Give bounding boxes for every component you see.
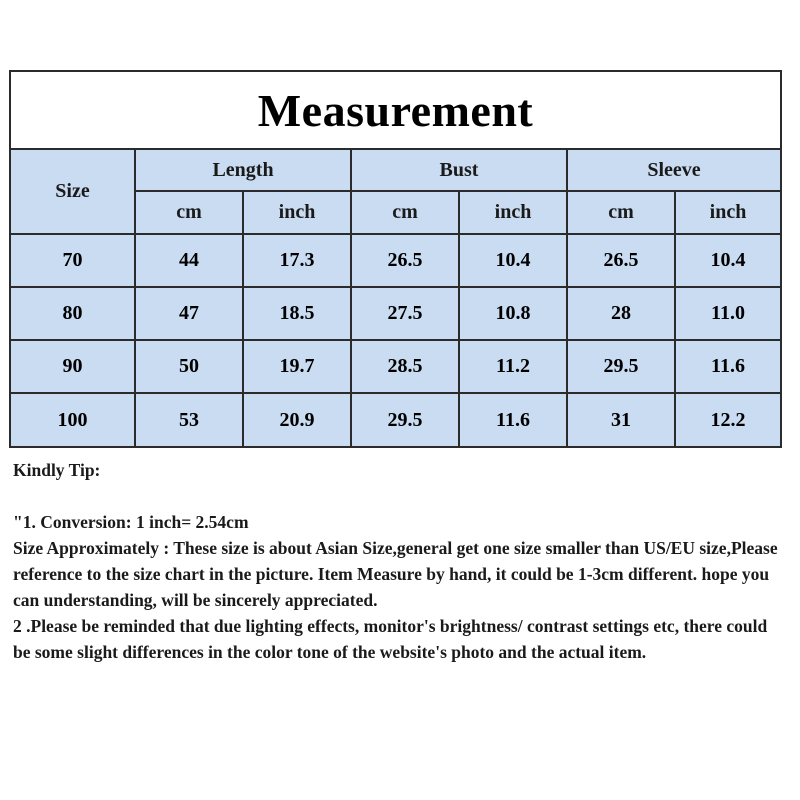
value-cell: 10.4	[675, 234, 780, 287]
size-cell: 80	[11, 287, 135, 340]
tip-color-difference: 2 .Please be reminded that due lighting effects, monitor's brightness/ contrast settings etc, there could be some slight differences in the color tone of the website's photo and the actual item.	[13, 616, 768, 662]
header-row-groups	[11, 150, 780, 191]
value-cell: 31	[567, 393, 675, 446]
value-cell: 11.6	[675, 340, 780, 393]
unit-header: inch	[675, 191, 780, 234]
chart-title: Measurement	[257, 84, 534, 136]
unit-header: inch	[243, 191, 351, 234]
tips-spacer	[13, 483, 788, 509]
unit-header: cm	[351, 191, 459, 234]
value-cell: 47	[135, 287, 243, 340]
chart-title-bar	[11, 72, 780, 150]
value-cell: 26.5	[351, 234, 459, 287]
value-cell: 18.5	[243, 287, 351, 340]
value-cell: 53	[135, 393, 243, 446]
value-cell: 29.5	[351, 393, 459, 446]
measurement-chart	[9, 70, 782, 448]
value-cell: 50	[135, 340, 243, 393]
value-cell: 28	[567, 287, 675, 340]
table-row	[11, 393, 780, 446]
value-cell: 10.4	[459, 234, 567, 287]
table-row	[11, 340, 780, 393]
tips-heading: Kindly Tip:	[13, 460, 101, 480]
kindly-tips	[13, 457, 788, 665]
value-cell: 11.6	[459, 393, 567, 446]
value-cell: 11.2	[459, 340, 567, 393]
value-cell: 19.7	[243, 340, 351, 393]
tip-size-approximately: Size Approximately : These size is about Asian Size,general get one size smaller than US/EU size,Please reference to the size chart in the picture. Item Measure by hand, it could be 1-3cm different. hope you can understanding, will be sincerely appreciated.	[13, 538, 778, 610]
value-cell: 12.2	[675, 393, 780, 446]
unit-header: cm	[135, 191, 243, 234]
value-cell: 26.5	[567, 234, 675, 287]
table-row	[11, 234, 780, 287]
value-cell: 11.0	[675, 287, 780, 340]
unit-header: cm	[567, 191, 675, 234]
size-cell: 100	[11, 393, 135, 446]
tip-conversion: "1. Conversion: 1 inch= 2.54cm	[13, 512, 249, 532]
group-header-sleeve: Sleeve	[567, 150, 780, 191]
group-header-length: Length	[135, 150, 351, 191]
unit-header: inch	[459, 191, 567, 234]
table-row	[11, 287, 780, 340]
value-cell: 17.3	[243, 234, 351, 287]
value-cell: 10.8	[459, 287, 567, 340]
size-cell: 90	[11, 340, 135, 393]
size-header: Size	[11, 150, 135, 234]
size-cell: 70	[11, 234, 135, 287]
value-cell: 44	[135, 234, 243, 287]
value-cell: 20.9	[243, 393, 351, 446]
size-table	[11, 150, 780, 446]
value-cell: 28.5	[351, 340, 459, 393]
group-header-bust: Bust	[351, 150, 567, 191]
value-cell: 29.5	[567, 340, 675, 393]
value-cell: 27.5	[351, 287, 459, 340]
